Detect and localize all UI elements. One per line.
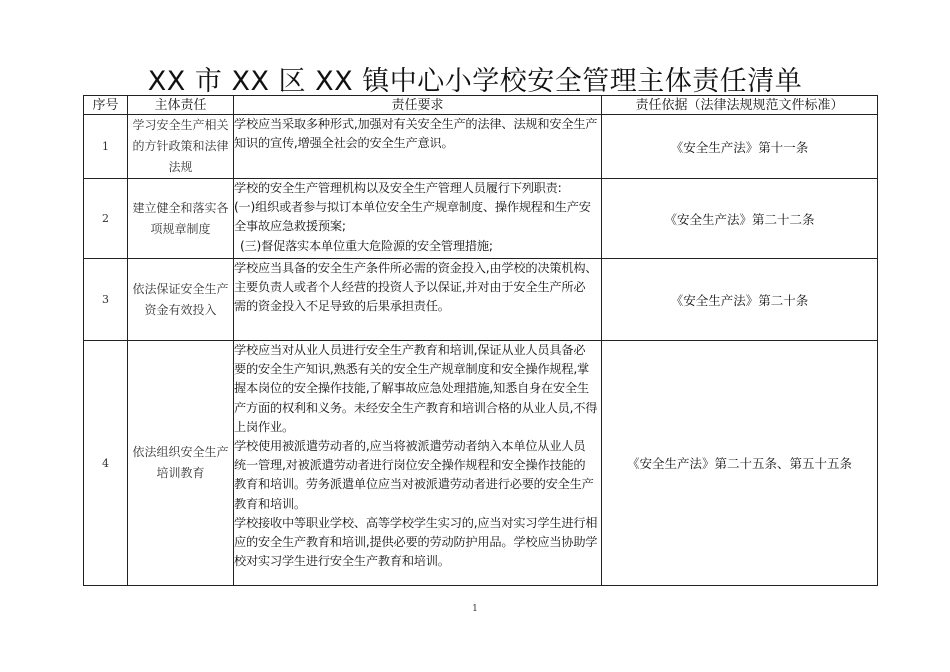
table-header-row	[84, 96, 878, 115]
requirement-line: (三)督促落实本单位重大危险源的安全管理措施;	[240, 238, 493, 253]
requirement-line: 应的安全生产教育和培训,提供必要的劳动防护用品。学校应当协助学	[234, 535, 598, 550]
requirement-line: 需的资金投入不足导致的后果承担责任。	[234, 299, 450, 314]
requirement-line: 产方面的权利和义务。未经安全生产教育和培训合格的从业人员,不得	[234, 400, 598, 415]
requirement-line: (一)组织或者参与拟订本单位安全生产规章制度、操作规程和生产安	[234, 200, 591, 215]
requirement-line: 学校接收中等职业学校、高等学校学生实习的,应当对实习学生进行相	[234, 515, 598, 530]
row-number-cell: 1	[84, 115, 128, 179]
requirement-line: 学校使用被派遣劳动者的,应当将被派遣劳动者纳入本单位从业人员	[234, 439, 586, 454]
header-basis: 责任依据（法律法规规范文件标准）	[602, 96, 878, 115]
requirement-line: 统一管理,对被派遣劳动者进行岗位安全操作规程和安全操作技能的	[234, 458, 586, 473]
requirement-cell	[234, 115, 602, 179]
table-row	[84, 115, 878, 179]
requirement-line: 知识的宣传,增强全社会的安全生产意识。	[234, 136, 454, 151]
requirement-line: 上岗作业。	[234, 419, 294, 434]
requirement-line: 校对实习学生进行安全生产教育和培训。	[234, 554, 450, 569]
header-subject: 主体责任	[128, 96, 234, 115]
requirement-line: 全事故应急救援预案;	[234, 219, 346, 234]
page-number: 1	[472, 604, 478, 614]
row-number-cell: 3	[84, 259, 128, 341]
requirement-cell	[234, 179, 602, 259]
responsibility-table	[83, 95, 878, 586]
table-body	[84, 115, 878, 586]
requirement-cell	[234, 341, 602, 586]
requirement-line: 学校的安全生产管理机构以及安全生产管理人员履行下列职责:	[234, 181, 562, 195]
row-number-cell: 2	[84, 179, 128, 259]
requirement-line: 学校应当对从业人员进行安全生产教育和培训,保证从业人员具备必	[234, 343, 586, 357]
table-row	[84, 341, 878, 586]
requirement-line: 要的安全生产知识,熟悉有关的安全生产规章制度和安全操作规程,掌	[234, 362, 589, 377]
requirement-line: 教育和培训。劳务派遣单位应当对被派遣劳动者进行必要的安全生产	[234, 477, 594, 492]
legal-basis-cell: 《安全生产法》第二十二条	[602, 179, 878, 259]
table-row	[84, 179, 878, 259]
row-number-cell: 4	[84, 341, 128, 586]
requirement-line: 握本岗位的安全操作技能,了解事故应急处理措施,知悉自身在安全生	[234, 381, 589, 396]
requirement-line: 主要负责人或者个人经营的投资人予以保证,并对由于安全生产所必	[234, 280, 586, 295]
document-title: XX 市 XX 区 XX 镇中心小学校安全管理主体责任清单	[147, 66, 803, 98]
subject-cell: 学习安全生产相关的方针政策和法律法规	[128, 115, 234, 179]
subject-cell: 依法组织安全生产培训教育	[128, 341, 234, 586]
requirement-line: 学校应当具备的安全生产条件所必需的资金投入,由学校的决策机构、	[234, 261, 598, 275]
header-no: 序号	[84, 96, 128, 115]
requirement-line: 教育和培训。	[234, 496, 306, 511]
legal-basis-cell: 《安全生产法》第十一条	[602, 115, 878, 179]
subject-cell: 建立健全和落实各项规章制度	[128, 179, 234, 259]
legal-basis-cell: 《安全生产法》第二十五条、第五十五条	[602, 341, 878, 586]
requirement-cell	[234, 259, 602, 341]
subject-cell: 依法保证安全生产资金有效投入	[128, 259, 234, 341]
table-row	[84, 259, 878, 341]
header-requirement: 责任要求	[234, 96, 602, 115]
requirement-line: 学校应当采取多种形式,加强对有关安全生产的法律、法规和安全生产	[234, 117, 598, 131]
legal-basis-cell: 《安全生产法》第二十条	[602, 259, 878, 341]
